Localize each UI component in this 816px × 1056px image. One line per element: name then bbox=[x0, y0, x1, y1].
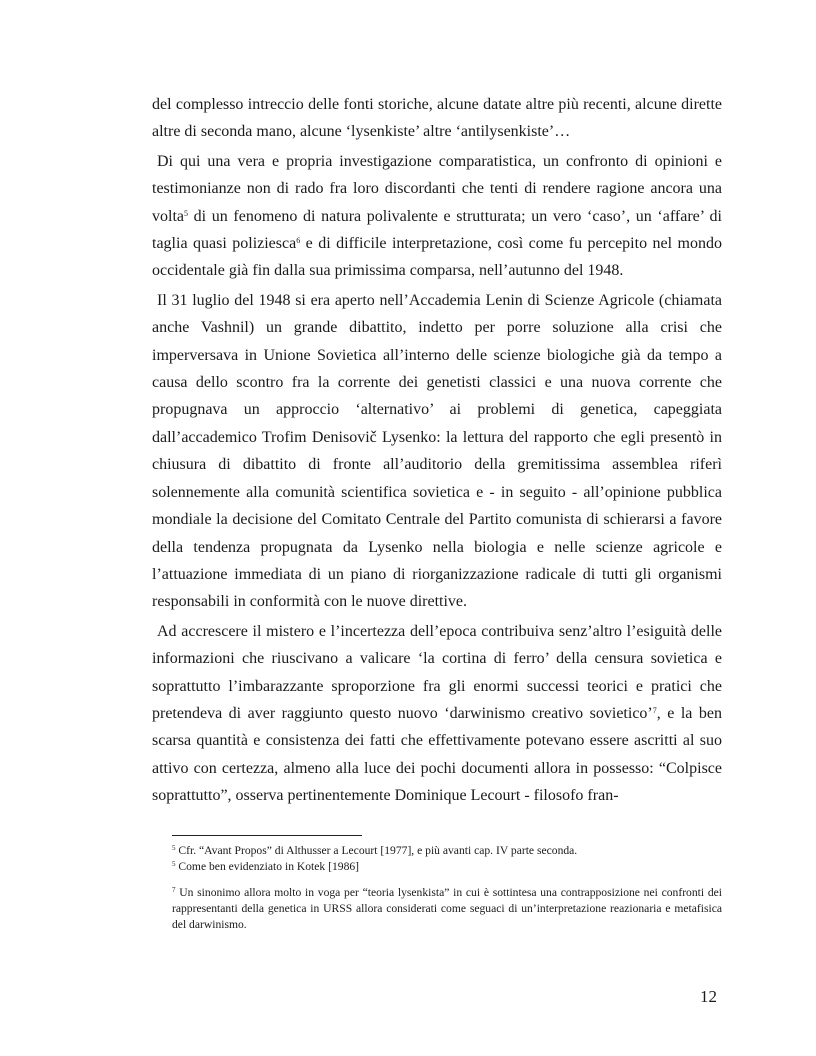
footnote-mark: 5 bbox=[172, 860, 176, 868]
footnote-mark: 5 bbox=[172, 844, 176, 852]
paragraph-3: Il 31 luglio del 1948 si era aperto nell’Accademia Lenin di Scienze Agricole (chiamata anche Vashnil) un grande dibattito, indetto per porre soluzione alla crisi che imperversava in Unione Sovietica all’interno delle scienze biologiche già da tempo a causa dello scontro fra la corrente dei genetisti classici e una nuova corrente che propugnava un approccio ‘alternativo’ ai problemi di genetica, capeggiata dall’accademico Trofim Denisovič Lysenko: la lettura del rapporto che egli presentò in chiusura di dibattito di fronte all’auditorio della gremitissima assemblea riferì solennemente alla comunità scientifica sovietica e - in seguito - all’opinione pubblica mondiale la decisione del Comitato Centrale del Partito comunista di schierarsi a favore della tendenza propugnata da Lysenko nella biologia e nelle scienze agricole e l’attuazione immediata di un piano di riorganizzazione radicale di tutti gli organismi responsabili in conformità con le nuove direttive. bbox=[152, 291, 722, 611]
paragraph-4-part-1: Ad accrescere il mistero e l’incertezza dell’epoca contribuiva senz’altro l’esiguità delle informazioni che riuscivano a valicare ‘la cortina di ferro’ della censura sovietica e soprattutto l’imbarazzante sproporzione fra gli enormi successi teorici e pratici che pretendeva di aver raggiunto questo nuovo ‘darwinismo creativo sovietico’ bbox=[152, 622, 722, 722]
document-body bbox=[152, 91, 722, 812]
footnote-mark: 7 bbox=[172, 886, 176, 894]
footnote-separator bbox=[172, 835, 362, 836]
footnote-ref-6[interactable]: 6 bbox=[296, 236, 301, 246]
paragraph-1: del complesso intreccio delle fonti storiche, alcune datate altre più recenti, alcune dirette altre di seconda mano, alcune ‘lysenkiste’ altre ‘antilysenkiste’… bbox=[152, 96, 722, 141]
footnote-text: Come ben evidenziato in Kotek [1986] bbox=[178, 860, 360, 873]
footnote-text: Un sinonimo allora molto in voga per “teoria lysenkista” in cui è sottintesa una contrapposizione nei confronti dei rappresentanti della genetica in URSS allora considerati come seguaci di un’interpretazione reazionaria e metafisica del darwinismo. bbox=[172, 886, 722, 931]
page-number: 12 bbox=[700, 987, 717, 1006]
paragraph-2 bbox=[152, 148, 722, 285]
paragraph-2-part-3: e di difficile interpretazione, così come fu percepito nel mondo occidentale già fin dalla sua primissima comparsa, nell’autunno del 1948. bbox=[152, 235, 723, 280]
footnote-item bbox=[172, 859, 722, 875]
footnote-ref-7[interactable]: 7 bbox=[652, 705, 657, 715]
footnotes bbox=[172, 843, 722, 933]
footnote-text: Cfr. “Avant Propos” di Althusser a Lecourt [1977], e più avanti cap. IV parte seconda. bbox=[178, 844, 578, 857]
footnote-item bbox=[172, 843, 722, 859]
paragraph-2-part-1: Di qui una vera e propria investigazione comparatistica, un confronto di opinioni e testimonianze non di rado fra loro discordanti che tenti di rendere ragione ancora una volta bbox=[152, 152, 722, 225]
footnote-item bbox=[172, 885, 722, 933]
paragraph-4-part-2: , e la ben scarsa quantità e consistenza dei fatti che effettivamente potevano essere ascritti al suo attivo con certezza, almeno alla luce dei pochi documenti allora in possesso: “Colpisce soprattutto”, osserva pertinentemente Dominique Lecourt - filosofo fran- bbox=[152, 704, 722, 805]
footnote-ref-5[interactable]: 5 bbox=[184, 208, 188, 218]
paragraph-4 bbox=[152, 618, 722, 810]
paragraph-2-part-2: di un fenomeno di natura polivalente e strutturata; un vero ‘caso’, un ‘affare’ di taglia quasi poliziesca bbox=[152, 207, 722, 253]
